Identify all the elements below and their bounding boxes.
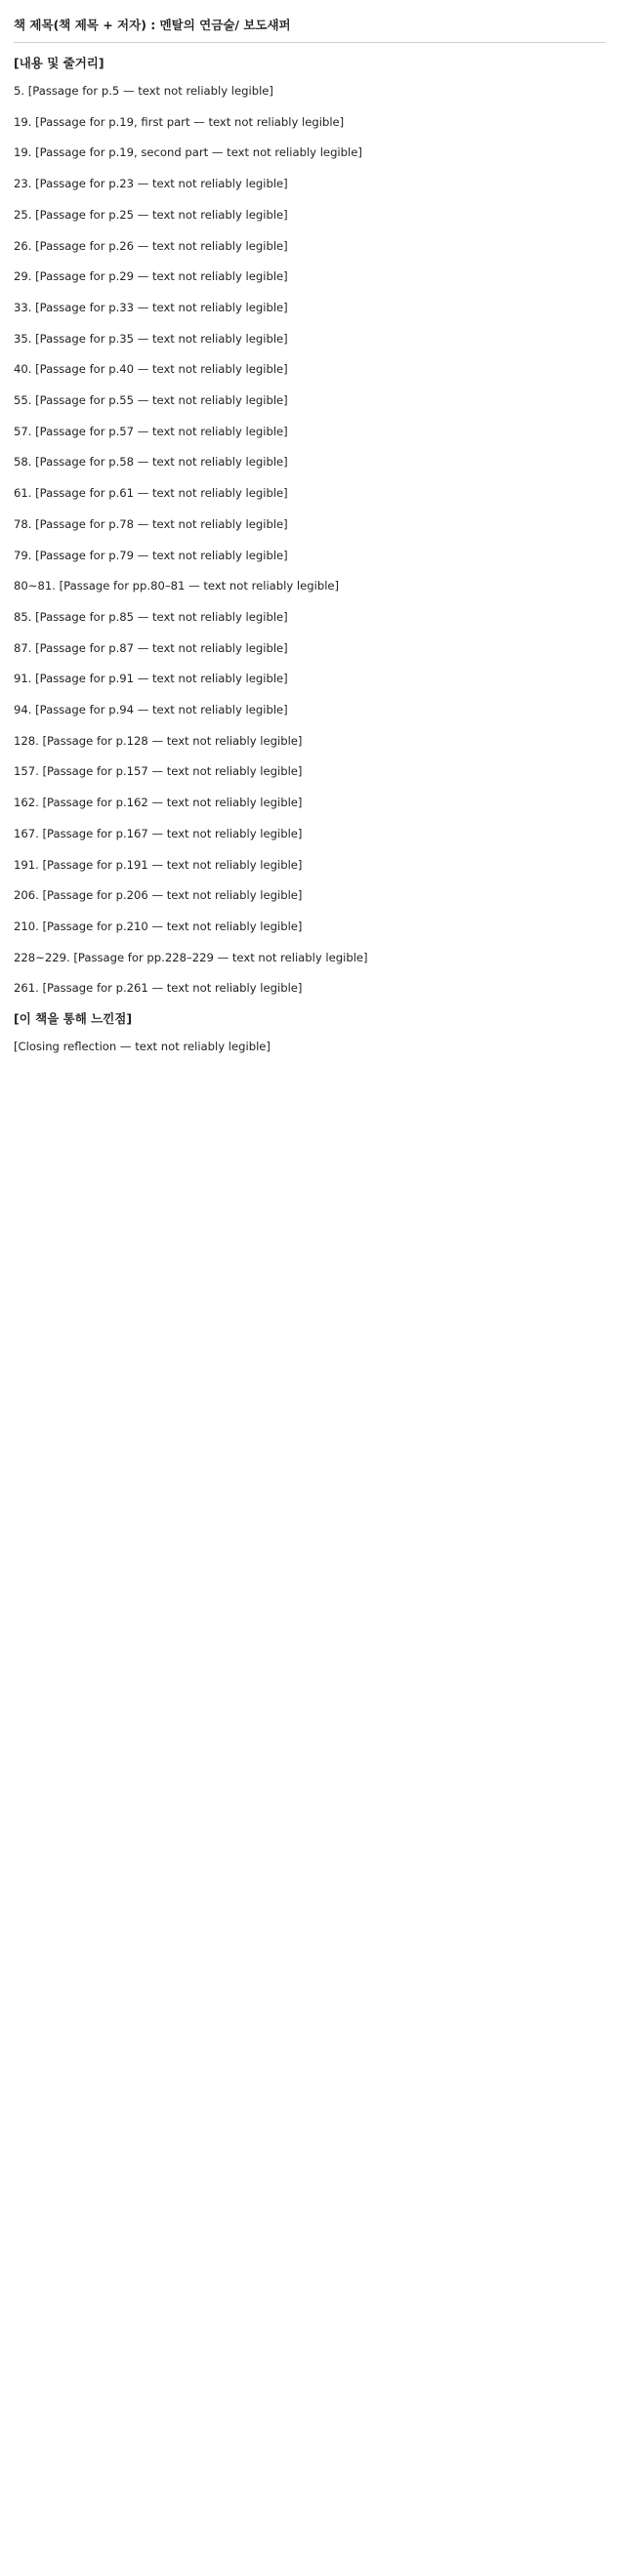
quote-paragraph-pre: 157. (14, 764, 43, 779)
quote-paragraph (14, 886, 605, 904)
quote-paragraph-post: [Passage for p.261 — text not reliably legible] (42, 981, 303, 996)
quote-paragraph-post: [Passage for p.87 — text not reliably legible] (35, 640, 288, 655)
paragraph-list (14, 82, 605, 998)
quote-paragraph-pre: 25. (14, 207, 36, 222)
quote-paragraph-post: [Passage for p.94 — text not reliably legible] (35, 703, 288, 717)
quote-paragraph-pre: 23. (14, 177, 36, 191)
quote-paragraph-pre: 206. (14, 888, 43, 903)
quote-paragraph (14, 267, 605, 285)
quote-paragraph-pre: 80~81. (14, 579, 60, 593)
quote-paragraph (14, 701, 605, 718)
quote-paragraph (14, 547, 605, 564)
quote-paragraph-post: [Passage for p.57 — text not reliably legible] (35, 424, 288, 438)
quote-paragraph-post: [Passage for p.29 — text not reliably legible] (35, 269, 288, 284)
quote-paragraph (14, 670, 605, 687)
quote-paragraph (14, 577, 605, 594)
quote-paragraph-pre: 61. (14, 486, 36, 501)
quote-paragraph (14, 639, 605, 657)
quote-paragraph (14, 330, 605, 348)
quote-paragraph (14, 175, 605, 192)
quote-paragraph-pre: 19. (14, 114, 36, 129)
quote-paragraph (14, 918, 605, 935)
quote-paragraph-post: [Passage for p.33 — text not reliably legible] (35, 300, 288, 314)
quote-paragraph-post: [Passage for p.5 — text not reliably legible] (27, 84, 273, 98)
quote-paragraph-post: [Passage for p.19, second part — text not reliably legible] (35, 145, 362, 160)
quote-paragraph-post: [Passage for p.23 — text not reliably legible] (35, 177, 288, 191)
quote-paragraph-post: [Passage for pp.80–81 — text not reliably legible] (59, 579, 340, 593)
section-heading-content: [내용 및 줄거리] (14, 56, 104, 70)
document-page (0, 0, 625, 1055)
quote-paragraph-post: [Passage for p.206 — text not reliably legible] (42, 888, 303, 903)
quote-paragraph (14, 856, 605, 874)
quote-paragraph (14, 732, 605, 750)
quote-paragraph-post: [Passage for p.26 — text not reliably legible] (35, 238, 288, 253)
quote-paragraph-post: [Passage for p.25 — text not reliably legible] (35, 207, 288, 222)
quote-paragraph (14, 423, 605, 440)
quote-paragraph-post: [Passage for p.128 — text not reliably legible] (42, 733, 303, 748)
quote-paragraph (14, 360, 605, 378)
quote-paragraph-pre: 78. (14, 516, 36, 531)
quote-paragraph-pre: 91. (14, 672, 36, 686)
quote-paragraph-post: [Passage for p.85 — text not reliably legible] (35, 609, 288, 624)
quote-paragraph-post: [Passage for p.167 — text not reliably legible] (42, 826, 303, 840)
quote-paragraph-post: [Passage for p.19, first part — text not reliably legible] (35, 114, 345, 129)
quote-paragraph-post: [Passage for p.210 — text not reliably legible] (42, 919, 303, 933)
quote-paragraph-pre: 19. (14, 145, 36, 160)
quote-paragraph-pre: 191. (14, 857, 43, 872)
quote-paragraph (14, 762, 605, 780)
quote-paragraph-pre: 128. (14, 733, 43, 748)
quote-paragraph (14, 825, 605, 842)
quote-paragraph-pre: 5. (14, 84, 28, 98)
quote-paragraph-post: [Passage for p.78 — text not reliably legible] (35, 516, 288, 531)
quote-paragraph (14, 82, 605, 100)
quote-paragraph-pre: 55. (14, 393, 36, 408)
quote-paragraph (14, 113, 605, 131)
quote-paragraph (14, 299, 605, 316)
quote-paragraph (14, 237, 605, 255)
quote-paragraph-pre: 261. (14, 981, 43, 996)
quote-paragraph-post: [Passage for p.191 — text not reliably legible] (42, 857, 303, 872)
quote-paragraph-pre: 162. (14, 796, 43, 810)
quote-paragraph-pre: 79. (14, 548, 36, 562)
quote-paragraph-pre: 58. (14, 455, 36, 470)
quote-paragraph (14, 949, 605, 966)
quote-paragraph-pre: 26. (14, 238, 36, 253)
quote-paragraph-pre: 85. (14, 609, 36, 624)
quote-paragraph-post: [Passage for p.55 — text not reliably legible] (35, 393, 288, 408)
quote-paragraph-pre: 94. (14, 703, 36, 717)
quote-paragraph (14, 794, 605, 811)
quote-paragraph-pre: 35. (14, 331, 36, 346)
quote-paragraph-post: [Passage for pp.228–229 — text not reliably legible] (73, 950, 368, 964)
quote-paragraph-post: [Passage for p.61 — text not reliably legible] (35, 486, 288, 501)
quote-paragraph-post: [Passage for p.157 — text not reliably legible] (42, 764, 303, 779)
quote-paragraph (14, 608, 605, 626)
quote-paragraph (14, 453, 605, 470)
section-heading-takeaway: [이 책을 통해 느낀점] (14, 1011, 133, 1027)
quote-paragraph (14, 484, 605, 502)
quote-paragraph-pre: 29. (14, 269, 36, 284)
quote-paragraph-post: [Passage for p.79 — text not reliably legible] (35, 548, 288, 562)
page-title: 책 제목(책 제목 + 저자) : 멘탈의 연금술/ 보도섀퍼 (14, 16, 605, 43)
quote-paragraph (14, 391, 605, 409)
quote-paragraph (14, 515, 605, 533)
quote-paragraph-pre: 40. (14, 362, 36, 377)
takeaway-text: [Closing reflection — text not reliably legible] (14, 1040, 271, 1054)
quote-paragraph (14, 206, 605, 224)
quote-paragraph-post: [Passage for p.40 — text not reliably legible] (35, 362, 288, 377)
quote-paragraph (14, 143, 605, 161)
quote-paragraph-pre: 210. (14, 919, 43, 933)
quote-paragraph-pre: 87. (14, 640, 36, 655)
quote-paragraph-post: [Passage for p.58 — text not reliably legible] (35, 455, 288, 470)
quote-paragraph-pre: 228~229. (14, 950, 74, 964)
quote-paragraph-post: [Passage for p.35 — text not reliably legible] (35, 331, 288, 346)
quote-paragraph-pre: 57. (14, 424, 36, 438)
quote-paragraph-pre: 33. (14, 300, 36, 314)
quote-paragraph-post: [Passage for p.91 — text not reliably legible] (35, 672, 288, 686)
quote-paragraph-pre: 167. (14, 826, 43, 840)
quote-paragraph (14, 979, 605, 997)
quote-paragraph-post: [Passage for p.162 — text not reliably legible] (42, 796, 303, 810)
